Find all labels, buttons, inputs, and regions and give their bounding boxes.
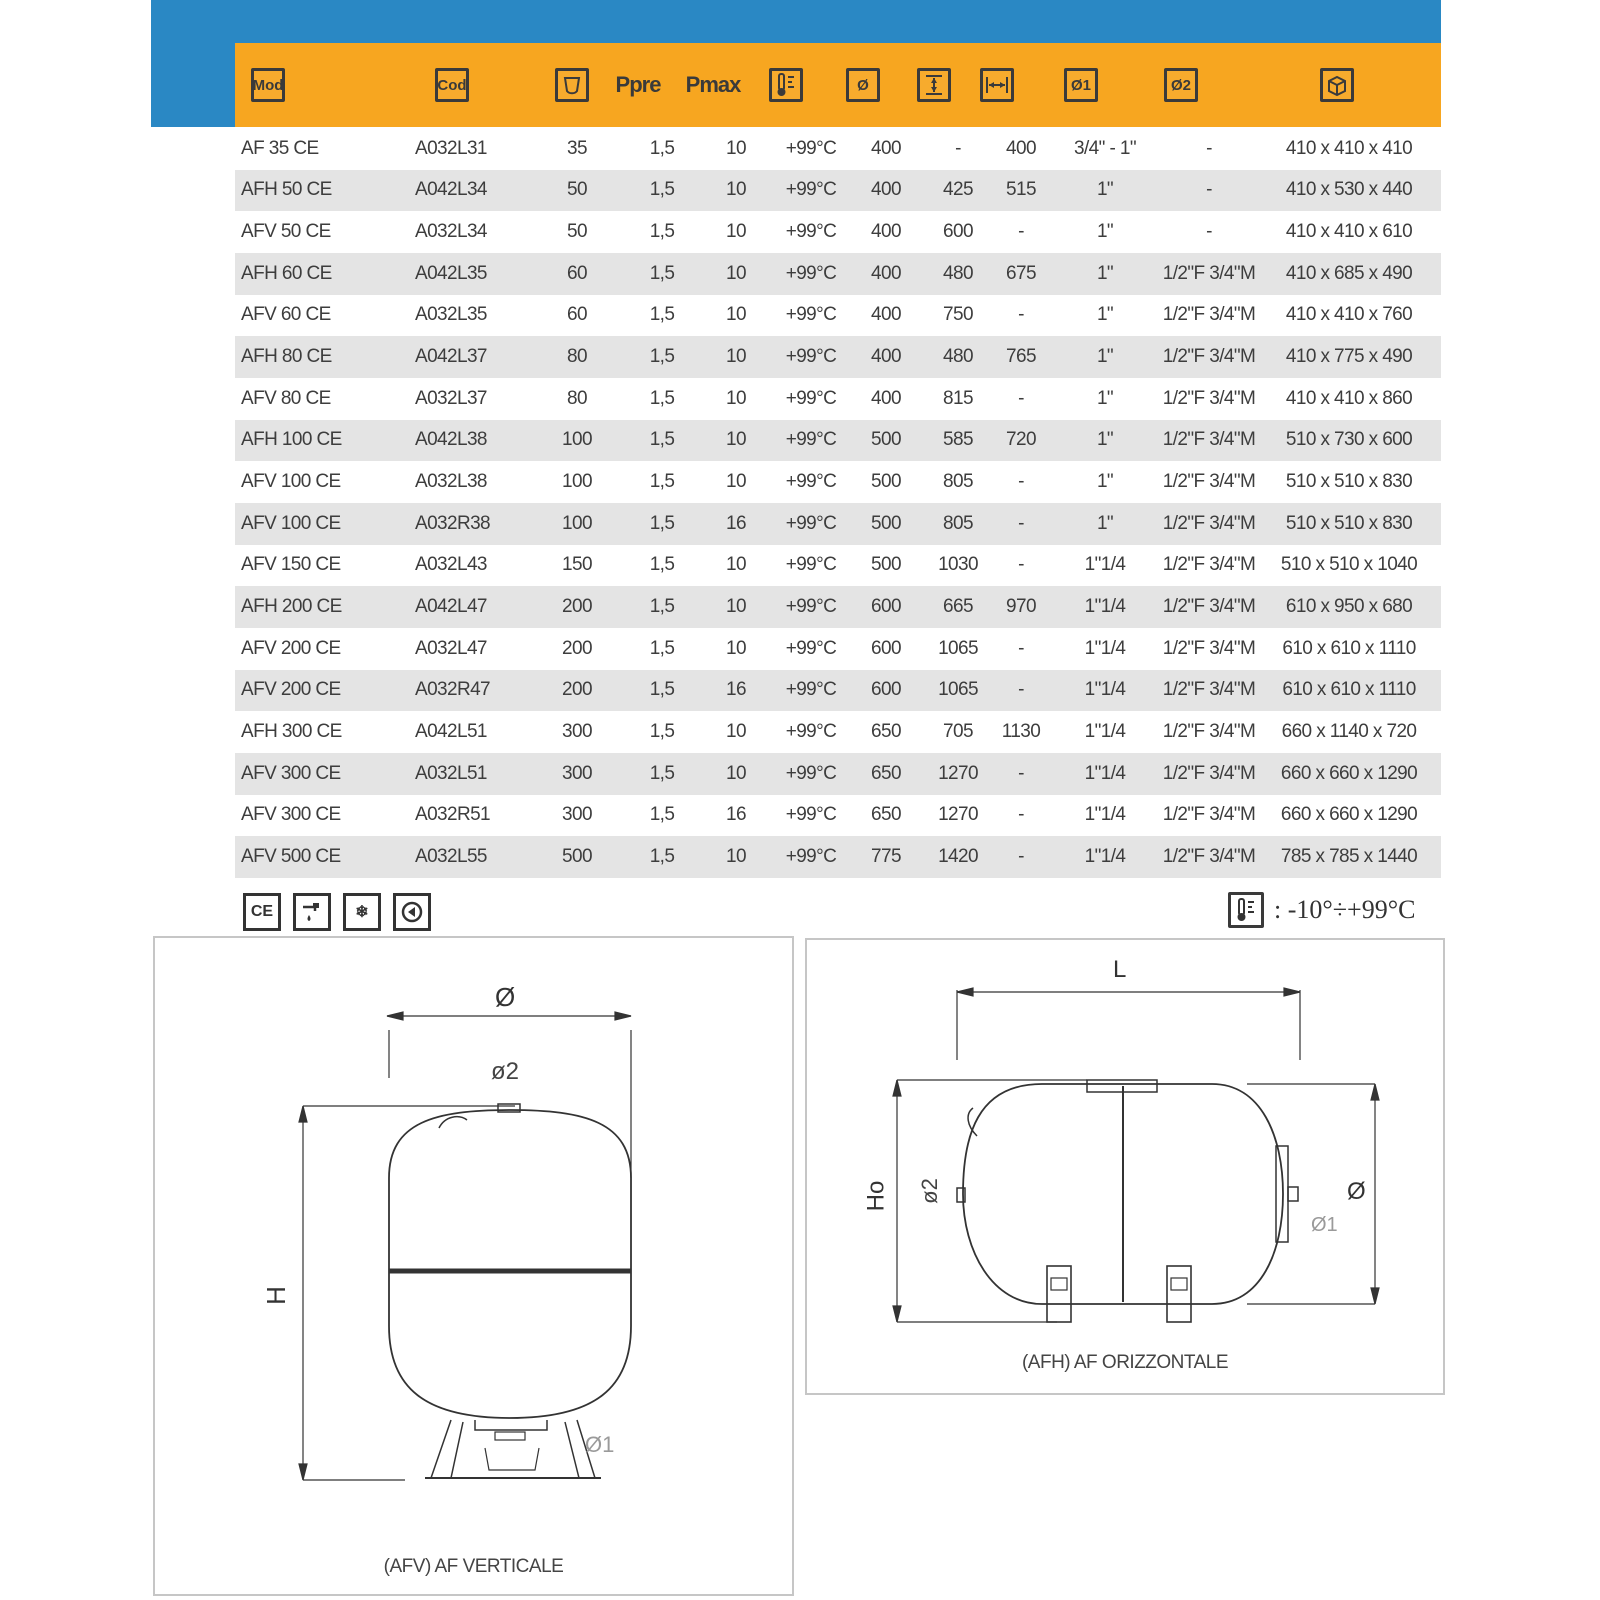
header-col-pmax xyxy=(686,43,741,127)
thermometer-icon xyxy=(769,68,803,102)
table-cell-h: 805 xyxy=(923,503,993,545)
header-col-ppre xyxy=(616,43,661,127)
table-cell-ppre: 1,5 xyxy=(625,670,699,712)
tank-capacity-icon xyxy=(555,68,589,102)
table-cell-cap: 100 xyxy=(529,503,625,545)
table-cell-dia: 650 xyxy=(871,804,901,826)
table-cell-cap: 35 xyxy=(567,137,587,159)
table-cell-d2: 1/2"F 3/4"M xyxy=(1161,503,1257,545)
header-col-mod xyxy=(251,43,285,127)
table-cell-d1: 1"1/4 xyxy=(1049,670,1161,712)
pump-icon xyxy=(393,893,431,931)
table-cell-pmax: 10 xyxy=(726,471,746,493)
table-cell-ppre: 1,5 xyxy=(625,420,699,462)
table-cell-ppre: 1,5 xyxy=(649,387,675,409)
table-cell-ppre: 1,5 xyxy=(649,721,675,743)
temperature-range xyxy=(1228,892,1415,928)
table-cell-temp: +99°C xyxy=(785,804,837,826)
table-cell-pack: 610 x 610 x 1110 xyxy=(1282,637,1416,659)
table-cell-pmax: 10 xyxy=(726,637,746,659)
dim-length-label: L xyxy=(1113,956,1127,983)
table-cell-h: 665 xyxy=(923,586,993,628)
table-cell-d2: - xyxy=(1206,137,1212,159)
table-cell-mod: AF 35 CE xyxy=(241,137,319,159)
table-cell-d1: 1" xyxy=(1096,387,1114,409)
table-cell-d2: 1/2"F 3/4"M xyxy=(1162,471,1256,493)
table-cell-cod: A032L35 xyxy=(415,304,487,326)
table-cell-h: - xyxy=(955,137,961,159)
table-cell-d2: 1/2"F 3/4"M xyxy=(1162,554,1256,576)
header-col-dia xyxy=(846,43,880,127)
table-cell-pack: 660 x 660 x 1290 xyxy=(1280,804,1418,826)
table-cell-d2: 1/2"F 3/4"M xyxy=(1161,670,1257,712)
table-cell-d2: 1/2"F 3/4"M xyxy=(1161,336,1257,378)
table-cell-pmax: 16 xyxy=(699,670,773,712)
table-cell-l: - xyxy=(993,670,1049,712)
table-cell-l: - xyxy=(1018,304,1024,326)
table-row xyxy=(235,836,1441,878)
table-cell-d1: 1"1/4 xyxy=(1084,554,1126,576)
table-cell-dia: 650 xyxy=(871,721,901,743)
table-cell-pack: 410 x 410 x 610 xyxy=(1285,221,1413,243)
table-cell-pack: 785 x 785 x 1440 xyxy=(1257,836,1441,878)
table-cell-mod: AFV 200 CE xyxy=(241,637,341,659)
table-cell-cod: A032L38 xyxy=(415,471,487,493)
table-cell-pack: 410 x 410 x 410 xyxy=(1285,137,1413,159)
vertical-caption: (AFV) AF VERTICALE xyxy=(383,1556,564,1577)
table-row xyxy=(235,295,1441,337)
dim-diameter-label: Ø xyxy=(1347,1178,1366,1205)
table-cell-d2: 1/2"F 3/4"M xyxy=(1162,804,1256,826)
table-cell-d2: 1/2"F 3/4"M xyxy=(1161,420,1257,462)
table-cell-ppre: 1,5 xyxy=(649,137,675,159)
table-cell-cod: A032L47 xyxy=(415,637,487,659)
table-cell-pmax: 10 xyxy=(726,137,746,159)
horizontal-caption: (AFH) AF ORIZZONTALE xyxy=(1021,1352,1229,1373)
table-cell-d1: 1"1/4 xyxy=(1049,836,1161,878)
table-cell-l: - xyxy=(1018,221,1024,243)
dim-connection1-label: Ø1 xyxy=(1311,1214,1338,1236)
table-cell-cap: 200 xyxy=(529,586,625,628)
table-cell-cod: A032R51 xyxy=(415,804,491,826)
table-cell-cod: A032L34 xyxy=(415,221,487,243)
table-row xyxy=(235,378,1441,420)
spec-table xyxy=(235,128,1441,878)
table-cell-cod: A042L34 xyxy=(409,170,529,212)
table-cell-pmax: 10 xyxy=(726,721,746,743)
table-cell-mod: AFV 60 CE xyxy=(241,304,331,326)
table-cell-l: - xyxy=(993,753,1049,795)
table-row xyxy=(235,628,1441,670)
table-cell-d1: 1" xyxy=(1049,336,1161,378)
table-cell-d1: 1" xyxy=(1049,170,1161,212)
table-cell-temp: +99°C xyxy=(773,836,849,878)
table-cell-dia: 600 xyxy=(871,637,901,659)
table-cell-cod: A032L55 xyxy=(409,836,529,878)
table-cell-ppre: 1,5 xyxy=(649,304,675,326)
table-cell-temp: +99°C xyxy=(773,420,849,462)
table-cell-d1: 1" xyxy=(1096,471,1114,493)
table-cell-pmax: 10 xyxy=(726,387,746,409)
table-cell-d2: 1/2"F 3/4"M xyxy=(1161,586,1257,628)
table-cell-l: 515 xyxy=(993,170,1049,212)
table-cell-d1: 1" xyxy=(1096,304,1114,326)
table-cell-d1: 1"1/4 xyxy=(1084,721,1126,743)
ce-mark-icon: CE xyxy=(243,893,281,931)
table-cell-h: 480 xyxy=(923,336,993,378)
table-cell-temp: +99°C xyxy=(785,554,837,576)
table-cell-l: - xyxy=(1018,387,1024,409)
table-cell-h: 1065 xyxy=(938,637,978,659)
table-cell-pmax: 10 xyxy=(699,253,773,295)
table-cell-d1: 1" xyxy=(1096,221,1114,243)
table-cell-h: 480 xyxy=(923,253,993,295)
height-icon xyxy=(917,68,951,102)
table-cell-h: 1065 xyxy=(923,670,993,712)
table-cell-d2: 1/2"F 3/4"M xyxy=(1161,836,1257,878)
table-cell-ppre: 1,5 xyxy=(649,221,675,243)
table-cell-pack: 510 x 510 x 1040 xyxy=(1280,554,1418,576)
table-cell-l: - xyxy=(1018,471,1024,493)
table-cell-d1: 1"1/4 xyxy=(1049,586,1161,628)
table-cell-cod: A032L37 xyxy=(415,387,487,409)
horizontal-tank-diagram xyxy=(805,938,1445,1395)
table-row xyxy=(235,336,1441,378)
table-cell-d1: 1"1/4 xyxy=(1084,804,1126,826)
table-cell-dia: 500 xyxy=(871,554,901,576)
table-cell-temp: +99°C xyxy=(773,336,849,378)
table-cell-pack: 410 x 410 x 860 xyxy=(1285,387,1413,409)
table-cell-dia: 500 xyxy=(871,471,901,493)
table-cell-l: 720 xyxy=(993,420,1049,462)
table-cell-l: 765 xyxy=(993,336,1049,378)
table-cell-mod: AFV 100 CE xyxy=(241,471,341,493)
table-cell-ppre: 1,5 xyxy=(625,753,699,795)
table-cell-mod: AFV 80 CE xyxy=(241,387,331,409)
table-cell-l: 400 xyxy=(1006,137,1036,159)
table-row xyxy=(235,461,1441,503)
table-cell-pack: 410 x 775 x 490 xyxy=(1257,336,1441,378)
table-row xyxy=(235,503,1441,545)
table-cell-pmax: 10 xyxy=(699,836,773,878)
header-col-d1 xyxy=(1064,43,1098,127)
table-cell-cod: A032L31 xyxy=(415,137,487,159)
table-cell-temp: +99°C xyxy=(773,753,849,795)
header-col-cap xyxy=(555,43,589,127)
table-cell-temp: +99°C xyxy=(773,253,849,295)
table-cell-temp: +99°C xyxy=(773,586,849,628)
table-cell-d2: - xyxy=(1206,221,1212,243)
table-cell-cod: A042L51 xyxy=(415,721,487,743)
table-cell-d1: 1" xyxy=(1049,503,1161,545)
table-row xyxy=(235,670,1441,712)
table-cell-dia: 400 xyxy=(871,221,901,243)
table-cell-dia: 775 xyxy=(849,836,923,878)
horizontal-tank-drawing xyxy=(807,940,1447,1397)
table-cell-pmax: 10 xyxy=(699,336,773,378)
table-cell-d1: 3/4" - 1" xyxy=(1074,137,1136,159)
table-cell-mod: AFV 150 CE xyxy=(241,554,341,576)
antifreeze-icon: ❄ xyxy=(343,893,381,931)
table-cell-mod: AFV 300 CE xyxy=(241,804,341,826)
table-cell-h: 585 xyxy=(923,420,993,462)
table-cell-h: 600 xyxy=(943,221,973,243)
dim-connection2-label: ø2 xyxy=(916,1178,942,1204)
dim-connection2-label: ø2 xyxy=(491,1058,520,1085)
table-cell-mod: AFV 100 CE xyxy=(235,503,409,545)
table-cell-temp: +99°C xyxy=(785,387,837,409)
table-cell-pmax: 10 xyxy=(699,753,773,795)
table-cell-cap: 100 xyxy=(562,471,592,493)
table-cell-mod: AFH 300 CE xyxy=(241,721,342,743)
header-col-pack xyxy=(1320,43,1354,127)
table-row xyxy=(235,545,1441,587)
table-cell-pmax: 10 xyxy=(699,420,773,462)
table-row xyxy=(235,128,1441,170)
ppre-label: Ppre xyxy=(615,72,661,97)
table-cell-ppre: 1,5 xyxy=(625,170,699,212)
table-cell-temp: +99°C xyxy=(785,471,837,493)
table-cell-d2: 1/2"F 3/4"M xyxy=(1162,304,1256,326)
table-cell-temp: +99°C xyxy=(785,304,837,326)
table-cell-mod: AFH 80 CE xyxy=(235,336,409,378)
table-row xyxy=(235,253,1441,295)
table-cell-dia: 400 xyxy=(871,387,901,409)
table-cell-d2: 1/2"F 3/4"M xyxy=(1161,253,1257,295)
table-cell-d2: 1/2"F 3/4"M xyxy=(1162,387,1256,409)
table-row xyxy=(235,795,1441,837)
table-cell-cap: 50 xyxy=(567,221,587,243)
table-cell-ppre: 1,5 xyxy=(649,554,675,576)
table-cell-cap: 200 xyxy=(562,637,592,659)
table-cell-cap: 60 xyxy=(529,253,625,295)
header-col-temp xyxy=(769,43,803,127)
table-cell-pmax: 10 xyxy=(699,586,773,628)
dim-diameter-label: Ø xyxy=(495,982,516,1012)
code-icon: Cod xyxy=(435,68,469,102)
table-cell-pmax: 10 xyxy=(726,221,746,243)
table-cell-d1: 1" xyxy=(1049,420,1161,462)
table-row xyxy=(235,711,1441,753)
table-cell-ppre: 1,5 xyxy=(649,804,675,826)
table-cell-dia: 600 xyxy=(849,670,923,712)
table-cell-dia: 400 xyxy=(871,137,901,159)
table-cell-mod: AFV 200 CE xyxy=(235,670,409,712)
dim-height-label: H xyxy=(260,1286,291,1305)
table-cell-h: 1270 xyxy=(938,804,978,826)
table-cell-h: 805 xyxy=(943,471,973,493)
table-cell-dia: 500 xyxy=(849,503,923,545)
table-cell-pmax: 10 xyxy=(726,554,746,576)
table-cell-mod: AFV 300 CE xyxy=(235,753,409,795)
table-cell-h: 750 xyxy=(943,304,973,326)
table-row xyxy=(235,420,1441,462)
header-col-cod xyxy=(435,43,469,127)
table-cell-cod: A042L37 xyxy=(409,336,529,378)
table-cell-ppre: 1,5 xyxy=(649,471,675,493)
table-cell-cod: A032R38 xyxy=(409,503,529,545)
diameter-icon: Ø xyxy=(846,68,880,102)
table-cell-temp: +99°C xyxy=(773,170,849,212)
table-cell-cod: A042L38 xyxy=(409,420,529,462)
table-cell-h: 1030 xyxy=(938,554,978,576)
table-cell-temp: +99°C xyxy=(773,503,849,545)
table-cell-l: - xyxy=(993,503,1049,545)
table-cell-ppre: 1,5 xyxy=(625,503,699,545)
table-cell-mod: AFV 500 CE xyxy=(235,836,409,878)
table-cell-d1: 1" xyxy=(1049,253,1161,295)
table-cell-h: 1270 xyxy=(923,753,993,795)
table-cell-dia: 400 xyxy=(849,336,923,378)
table-cell-cap: 200 xyxy=(529,670,625,712)
table-cell-pack: 610 x 610 x 1110 xyxy=(1257,670,1441,712)
table-cell-cod: A032R47 xyxy=(409,670,529,712)
connection-1-icon: Ø1 xyxy=(1064,68,1098,102)
table-cell-pmax: 10 xyxy=(699,170,773,212)
table-cell-mod: AFH 50 CE xyxy=(235,170,409,212)
package-icon xyxy=(1320,68,1354,102)
table-cell-mod: AFH 60 CE xyxy=(235,253,409,295)
table-cell-pack: 510 x 510 x 830 xyxy=(1285,471,1413,493)
table-cell-temp: +99°C xyxy=(785,221,837,243)
table-cell-dia: 500 xyxy=(849,420,923,462)
table-cell-l: - xyxy=(1018,637,1024,659)
table-cell-l: 675 xyxy=(993,253,1049,295)
drinking-water-icon xyxy=(293,893,331,931)
table-cell-l: - xyxy=(1018,554,1024,576)
table-cell-temp: +99°C xyxy=(785,637,837,659)
table-cell-cap: 300 xyxy=(562,721,592,743)
table-cell-mod: AFV 50 CE xyxy=(241,221,331,243)
certification-icons xyxy=(243,893,431,931)
table-cell-l: - xyxy=(1018,804,1024,826)
table-cell-dia: 600 xyxy=(849,586,923,628)
pmax-label: Pmax xyxy=(685,72,741,97)
header-col-l xyxy=(980,43,1014,127)
table-cell-cod: A032L43 xyxy=(415,554,487,576)
table-cell-cap: 150 xyxy=(562,554,592,576)
table-cell-d1: 1"1/4 xyxy=(1084,637,1126,659)
table-cell-ppre: 1,5 xyxy=(625,586,699,628)
dim-connection1-label: Ø1 xyxy=(585,1432,615,1457)
temperature-range-text: : -10°÷+99°C xyxy=(1274,895,1416,924)
table-cell-temp: +99°C xyxy=(785,137,837,159)
table-cell-cod: A042L35 xyxy=(409,253,529,295)
table-cell-h: 425 xyxy=(923,170,993,212)
model-icon: Mod xyxy=(251,68,285,102)
table-cell-l: - xyxy=(993,836,1049,878)
table-cell-d1: 1"1/4 xyxy=(1049,753,1161,795)
table-cell-pack: 410 x 685 x 490 xyxy=(1257,253,1441,295)
table-cell-cod: A042L47 xyxy=(409,586,529,628)
table-cell-pmax: 10 xyxy=(726,304,746,326)
table-cell-temp: +99°C xyxy=(773,670,849,712)
table-cell-pack: 510 x 730 x 600 xyxy=(1257,420,1441,462)
table-cell-cod: A032L51 xyxy=(409,753,529,795)
table-cell-dia: 650 xyxy=(849,753,923,795)
table-row xyxy=(235,211,1441,253)
table-cell-dia: 400 xyxy=(871,304,901,326)
table-cell-cap: 80 xyxy=(529,336,625,378)
table-cell-dia: 400 xyxy=(849,170,923,212)
table-cell-pack: 510 x 510 x 830 xyxy=(1257,503,1441,545)
table-cell-pmax: 16 xyxy=(699,503,773,545)
table-cell-l: 970 xyxy=(993,586,1049,628)
table-cell-cap: 80 xyxy=(567,387,587,409)
table-cell-ppre: 1,5 xyxy=(649,637,675,659)
vertical-tank-drawing xyxy=(155,938,796,1598)
table-cell-pack: 660 x 660 x 1290 xyxy=(1257,753,1441,795)
table-row xyxy=(235,586,1441,628)
table-cell-pack: 610 x 950 x 680 xyxy=(1257,586,1441,628)
table-row xyxy=(235,753,1441,795)
table-cell-cap: 100 xyxy=(529,420,625,462)
table-cell-d2: 1/2"F 3/4"M xyxy=(1162,721,1256,743)
table-cell-ppre: 1,5 xyxy=(625,836,699,878)
table-cell-temp: +99°C xyxy=(785,721,837,743)
table-cell-pack: 660 x 1140 x 720 xyxy=(1281,721,1417,743)
header-col-h xyxy=(917,43,951,127)
table-cell-pack: 410 x 530 x 440 xyxy=(1257,170,1441,212)
table-cell-cap: 500 xyxy=(529,836,625,878)
table-cell-h: 815 xyxy=(943,387,973,409)
header-col-d2 xyxy=(1164,43,1198,127)
table-cell-pack: 410 x 410 x 760 xyxy=(1285,304,1413,326)
thermometer-icon xyxy=(1228,892,1264,928)
table-cell-l: 1130 xyxy=(1001,721,1041,743)
dim-height-label: Ho xyxy=(862,1180,890,1212)
table-cell-h: 1420 xyxy=(923,836,993,878)
length-icon xyxy=(980,68,1014,102)
table-cell-mod: AFH 200 CE xyxy=(235,586,409,628)
table-row xyxy=(235,170,1441,212)
table-cell-h: 705 xyxy=(943,721,973,743)
table-cell-cap: 60 xyxy=(567,304,587,326)
table-cell-d2: 1/2"F 3/4"M xyxy=(1162,637,1256,659)
table-cell-ppre: 1,5 xyxy=(625,253,699,295)
table-cell-mod: AFH 100 CE xyxy=(235,420,409,462)
header-orange-band xyxy=(235,43,1441,127)
connection-2-icon: Ø2 xyxy=(1164,68,1198,102)
vertical-tank-diagram xyxy=(153,936,794,1596)
table-cell-cap: 300 xyxy=(562,804,592,826)
table-cell-pmax: 16 xyxy=(726,804,746,826)
table-cell-ppre: 1,5 xyxy=(625,336,699,378)
table-cell-d2: 1/2"F 3/4"M xyxy=(1161,753,1257,795)
table-cell-dia: 400 xyxy=(849,253,923,295)
table-cell-cap: 300 xyxy=(529,753,625,795)
table-cell-d2: - xyxy=(1161,170,1257,212)
table-cell-cap: 50 xyxy=(529,170,625,212)
